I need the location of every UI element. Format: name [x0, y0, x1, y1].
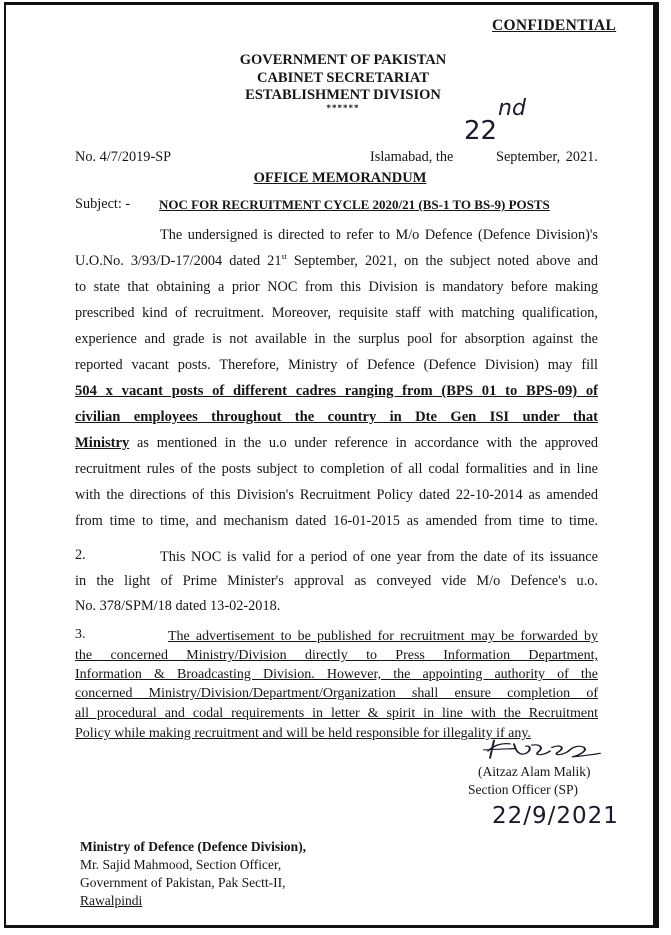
letterhead-line-1: GOVERNMENT OF PAKISTAN	[239, 52, 447, 68]
p1-line-bold: civilian employees throughout the country in Dte Gen ISI under that	[75, 409, 598, 425]
p1-line	[75, 433, 598, 453]
p2-number: 2.	[75, 547, 86, 563]
p3-text: concerned Ministry/Division/Department/Organization shall ensure completion of	[75, 686, 598, 701]
addressee-line-3: Government of Pakistan, Pak Sectt-II,	[80, 875, 286, 890]
signature	[480, 738, 610, 764]
signatory-designation: Section Officer (SP)	[468, 782, 578, 797]
handwritten-day: 22	[464, 116, 498, 146]
p1-line-bold: 504 x vacant posts of different cadres ranging from (BPS 01 to BPS-09) of	[75, 383, 598, 399]
p1-line: The undersigned is directed to refer to M/o Defence (Defence Division)'s	[160, 227, 598, 243]
p3-text: The advertisement to be published for recruitment may be forwarded by	[168, 629, 598, 644]
p1-line: prescribed kind of recruitment. Moreover, requisite staff with matching qualification,	[75, 305, 598, 321]
subject-text: NOC FOR RECRUITMENT CYCLE 2020/21 (BS-1 TO BS-9) POSTS	[159, 197, 550, 212]
office-memorandum-title: OFFICE MEMORANDUM	[253, 170, 427, 186]
addressee-line-1: Ministry of Defence (Defence Division),	[80, 839, 307, 854]
p1-line: reported vacant posts. Therefore, Ministry of Defence (Defence Division) may fill	[75, 357, 598, 373]
p3-line	[75, 684, 598, 704]
p1-line: recruitment rules of the posts subject to completion of all codal formalities and in line	[75, 461, 598, 477]
handwritten-signature-date: 22/9/2021	[492, 803, 619, 829]
p1-line: to state that obtaining a prior NOC from this Division is mandatory before making	[75, 279, 598, 295]
date-prefix: Islamabad, the	[370, 149, 454, 165]
p1-text: U.O.No. 3/93/D-17/2004 dated 21	[75, 253, 282, 269]
p1-line: with the directions of this Division's Recruitment Policy dated 22-10-2014 as amended	[75, 487, 598, 503]
p3-line	[75, 665, 598, 685]
addressee-line-4: Rawalpindi	[80, 893, 143, 908]
confidential-label: CONFIDENTIAL	[492, 17, 617, 34]
p3-line	[168, 627, 598, 647]
letterhead-line-3: ESTABLISHMENT DIVISION	[245, 87, 441, 103]
p1-line	[75, 251, 598, 271]
p2-line: in the light of Prime Minister's approval as conveyed vide M/o Defence's u.o.	[75, 573, 598, 589]
p3-line	[75, 704, 598, 724]
subject-label: Subject: -	[75, 196, 131, 212]
superscript: st	[281, 252, 287, 262]
p2-line: No. 378/SPM/18 dated 13-02-2018.	[75, 598, 281, 614]
p3-line	[75, 646, 598, 666]
p3-text: all procedural and codal requirements in letter & spirit in line with the Recruitment	[75, 706, 598, 721]
p1-text: as mentioned in the u.o under reference in accordance with the approved	[129, 435, 598, 451]
p3-text: Policy while making recruitment and will be held responsible for illegality if any.	[75, 726, 531, 741]
handwritten-day-suffix: nd	[498, 96, 526, 121]
p3-text: the concerned Ministry/Division directly to Press Information Department,	[75, 648, 598, 663]
p3-number: 3.	[75, 627, 86, 642]
signatory-name: (Aitzaz Alam Malik)	[478, 764, 591, 779]
date-month-year: September, 2021.	[496, 149, 598, 165]
p1-text: September, 2021, on the subject noted above and	[286, 253, 598, 269]
reference-number: No. 4/7/2019-SP	[75, 149, 172, 165]
addressee-line-2: Mr. Sajid Mahmood, Section Officer,	[80, 857, 282, 872]
p1-bold-text: Ministry	[75, 435, 130, 451]
p1-line: from time to time, and mechanism dated 16-01-2015 as amended from time to time.	[75, 513, 598, 529]
p1-line: experience and grade is not available in the surplus pool for absorption against the	[75, 331, 598, 347]
letterhead-stars: ******	[326, 103, 360, 113]
letterhead-line-2: CABINET SECRETARIAT	[256, 70, 430, 86]
p3-text: Information & Broadcasting Division. However, the appointing authority of the	[75, 667, 598, 682]
p2-line: This NOC is valid for a period of one year from the date of its issuance	[160, 549, 598, 565]
